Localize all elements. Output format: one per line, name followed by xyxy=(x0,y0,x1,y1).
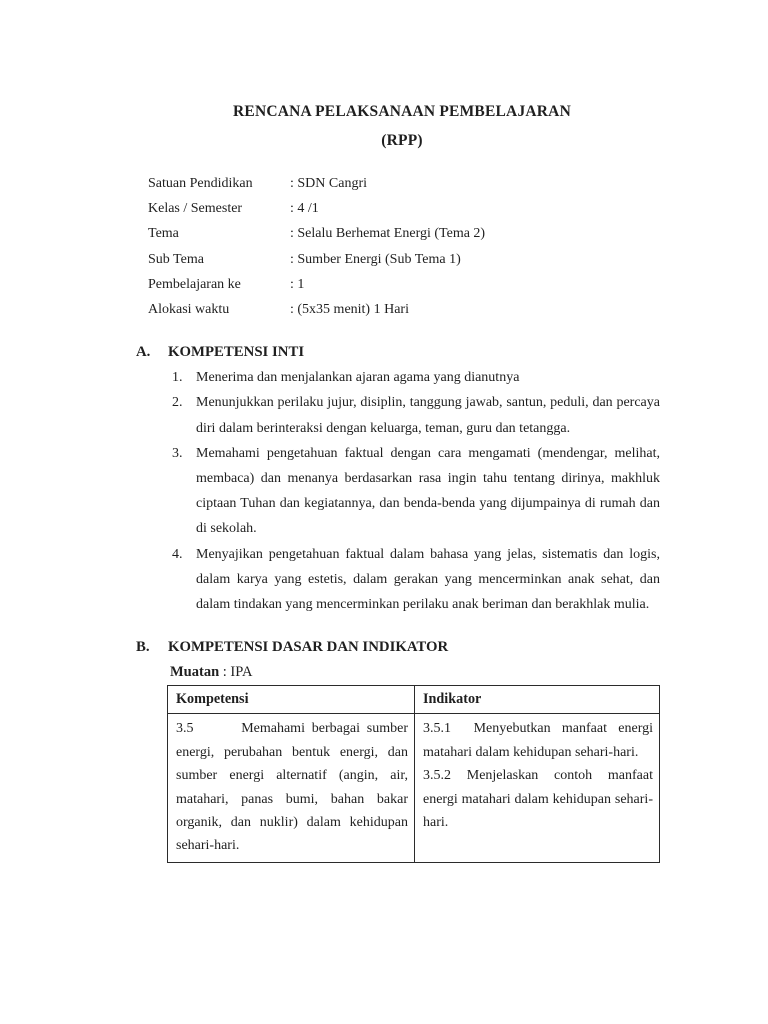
table-header-kompetensi: Kompetensi xyxy=(168,686,415,714)
muatan-line xyxy=(170,660,660,685)
muatan-value: : IPA xyxy=(219,664,253,681)
list-item-number: 4. xyxy=(172,546,183,562)
meta-label: Sub Tema xyxy=(148,251,204,267)
list-item-text: Memahami pengetahuan faktual dengan cara mengamati (mendengar, melihat, membaca) dan menanya berdasarkan rasa ingin tahu tentang dirinya, makhluk ciptaan Tuhan dan kegiatannya, dan benda-benda yang dijumpainya di rumah dan di sekolah. xyxy=(196,445,660,537)
list-item xyxy=(136,542,660,618)
metadata-row-satuan-pendidikan xyxy=(148,171,660,196)
list-item xyxy=(136,441,660,542)
indikator-text-1: 3.5.1 Menyebutkan manfaat energi matahari dalam kehidupan sehari-hari. xyxy=(423,721,653,760)
metadata-row-kelas-semester xyxy=(148,196,660,221)
table-header-indikator: Indikator xyxy=(415,686,660,714)
list-item-text: Menyajikan pengetahuan faktual dalam bahasa yang jelas, sistematis dan logis, dalam karya yang estetis, dalam gerakan yang mencerminkan anak sehat, dan dalam tindakan yang mencerminkan perilaku anak beriman dan berakhlak mulia. xyxy=(196,546,660,613)
list-item-number: 3. xyxy=(172,445,183,461)
meta-label: Pembelajaran ke xyxy=(148,276,241,292)
kompetensi-dasar-table xyxy=(167,685,660,862)
metadata-row-alokasi-waktu xyxy=(148,297,660,322)
document-content xyxy=(136,0,660,863)
meta-value: : Selalu Berhemat Energi (Tema 2) xyxy=(290,226,486,242)
metadata-block xyxy=(148,171,660,322)
cell-indikator xyxy=(415,714,660,862)
kompetensi-inti-list xyxy=(136,365,660,617)
indikator-text-2: 3.5.2 Menjelaskan contoh manfaat energi matahari dalam kehidupan sehari-hari. xyxy=(423,768,653,831)
list-item-text: Menunjukkan perilaku jujur, disiplin, tanggung jawab, santun, peduli, dan percaya diri dalam berinteraksi dengan keluarga, teman, guru dan tetangga. xyxy=(196,395,660,436)
section-b-letter: B. xyxy=(136,639,150,656)
section-b-title: KOMPETENSI DASAR DAN INDIKATOR xyxy=(168,639,449,656)
list-item-number: 2. xyxy=(172,395,183,411)
meta-label: Tema xyxy=(148,226,179,242)
list-item-text: Menerima dan menjalankan ajaran agama yang dianutnya xyxy=(196,370,520,386)
section-a-letter: A. xyxy=(136,344,151,361)
meta-value: : Sumber Energi (Sub Tema 1) xyxy=(290,251,461,267)
meta-value: : (5x35 menit) 1 Hari xyxy=(290,302,409,318)
metadata-row-tema xyxy=(148,221,660,246)
section-b-heading xyxy=(136,635,660,660)
table-row xyxy=(168,714,660,862)
meta-label: Satuan Pendidikan xyxy=(148,176,253,191)
muatan-label: Muatan xyxy=(170,664,220,681)
meta-value: : 4 /1 xyxy=(290,201,319,217)
meta-value: : 1 xyxy=(290,276,305,292)
cell-kompetensi xyxy=(168,714,415,862)
table-header-row xyxy=(168,686,660,714)
title-line-2: (RPP) xyxy=(381,132,423,149)
metadata-row-sub-tema xyxy=(148,247,660,272)
section-a-title: KOMPETENSI INTI xyxy=(168,344,305,361)
meta-value: : SDN Cangri xyxy=(290,176,367,191)
section-a-heading xyxy=(136,340,660,365)
kompetensi-text: 3.5 Memahami berbagai sumber energi, perubahan bentuk energi, dan sumber energi alternatif (angin, air, matahari, panas bumi, bahan bakar organik, dan nuklir) dalam kehidupan sehari-hari. xyxy=(176,721,408,854)
document-title xyxy=(136,97,660,155)
list-item xyxy=(136,390,660,440)
meta-label: Kelas / Semester xyxy=(148,201,243,217)
title-line-1: RENCANA PELAKSANAAN PEMBELAJARAN xyxy=(233,103,571,120)
list-item xyxy=(136,365,660,390)
metadata-row-pembelajaran-ke xyxy=(148,272,660,297)
meta-label: Alokasi waktu xyxy=(148,302,230,318)
list-item-number: 1. xyxy=(172,370,183,386)
